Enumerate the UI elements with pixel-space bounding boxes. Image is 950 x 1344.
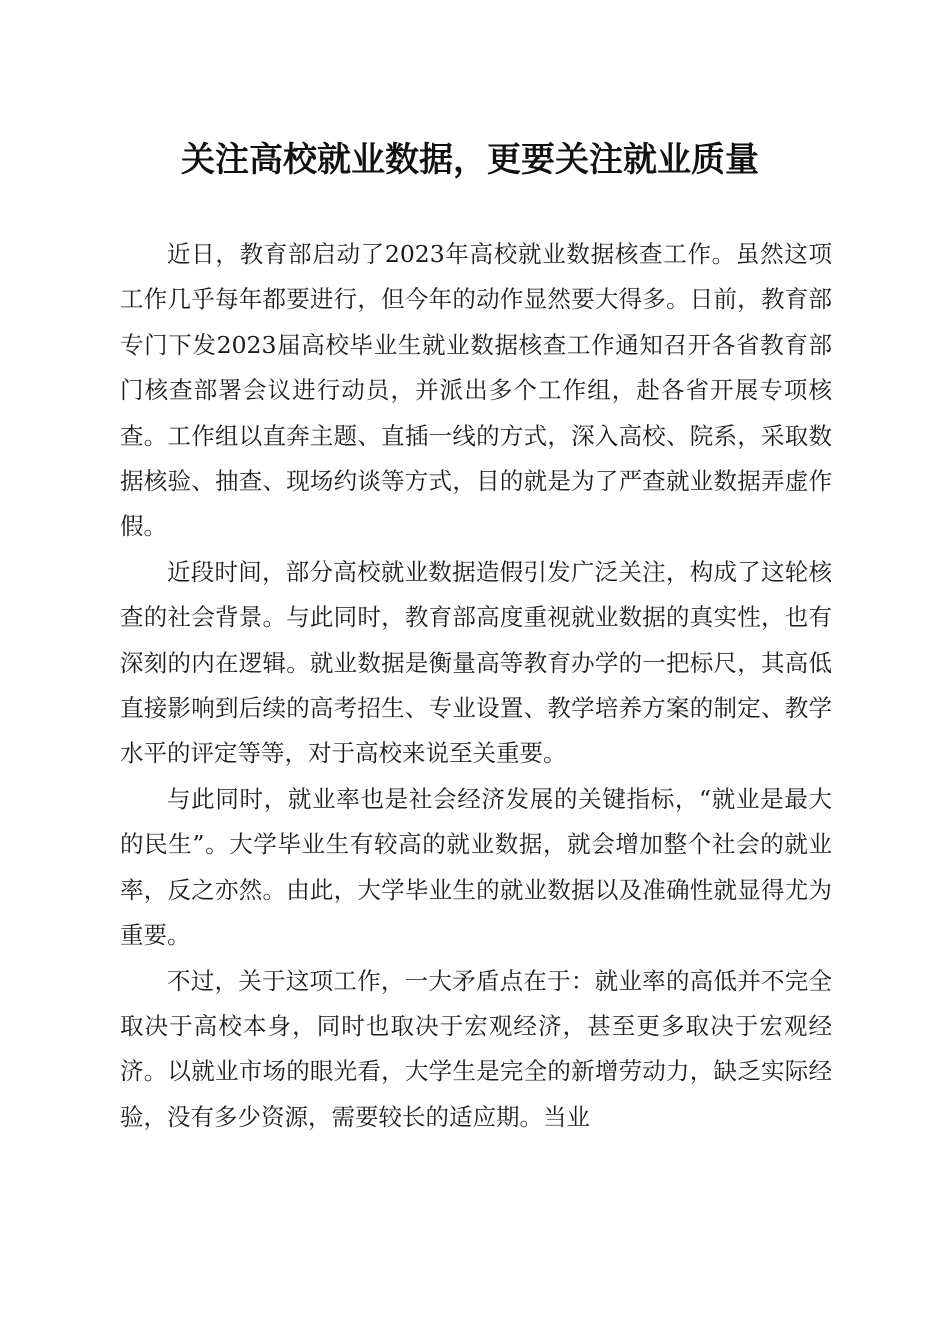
document-title: 关注高校就业数据，更要关注就业质量 bbox=[181, 140, 759, 180]
document-body bbox=[120, 232, 832, 1140]
paragraph: 不过，关于这项工作，一大矛盾点在于：就业率的高低并不完全取决于高校本身，同时也取决于宏观经济，甚至更多取决于宏观经济。以就业市场的眼光看，大学生是完全的新增劳动力，缺乏实际经验，没有多少资源，需要较长的适应期。当业 bbox=[120, 966, 832, 1131]
paragraph: 近日，教育部启动了2023年高校就业数据核查工作。虽然这项工作几乎每年都要进行，但今年的动作显然要大得多。日前，教育部专门下发2023届高校毕业生就业数据核查工作通知召开各省教育部门核查部署会议进行动员，并派出多个工作组，赴各省开展专项核查。工作组以直奔主题、直插一线的方式，深入高校、院系，采取数据核验、抽查、现场约谈等方式，目的就是为了严查就业数据弄虚作假。 bbox=[120, 240, 832, 541]
paragraph: 近段时间，部分高校就业数据造假引发广泛关注，构成了这轮核查的社会背景。与此同时，教育部高度重视就业数据的真实性，也有深刻的内在逻辑。就业数据是衡量高等教育办学的一把标尺，其高低直接影响到后续的高考招生、专业设置、教学培养方案的制定、教学水平的评定等等，对于高校来说至关重要。 bbox=[120, 557, 832, 768]
paragraph: 与此同时，就业率也是社会经济发展的关键指标，“就业是最大的民生”。大学毕业生有较高的就业数据，就会增加整个社会的就业率，反之亦然。由此，大学毕业生的就业数据以及准确性就显得尤为重要。 bbox=[120, 784, 832, 950]
